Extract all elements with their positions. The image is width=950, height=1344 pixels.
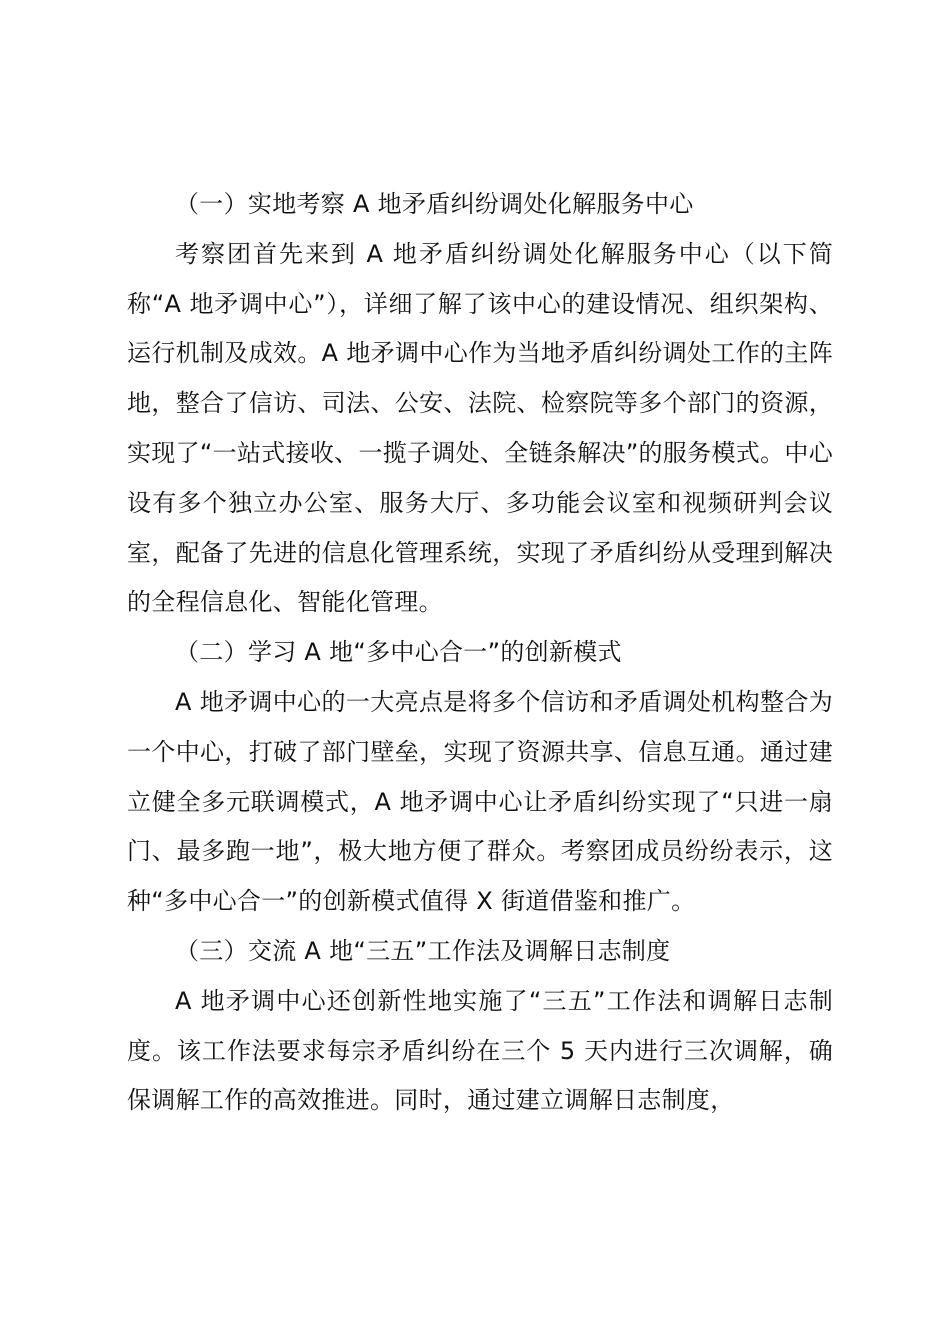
section-3-heading: （三）交流 A 地“三五”工作法及调解日志制度 xyxy=(175,936,671,965)
document-page xyxy=(127,180,833,1126)
section-3-body: A 地矛调中心还创新性地实施了“三五”工作法和调解日志制度。该工作法要求每宗矛盾纠纷在三个 5 天内进行三次调解，确保调解工作的高效推进。同时，通过建立调解日志制度， xyxy=(127,986,833,1115)
section-2-heading: （二）学习 A 地“多中心合一”的创新模式 xyxy=(175,638,622,667)
section-1-body: 考察团首先来到 A 地矛盾纠纷调处化解服务中心（以下简称“A 地矛调中心”），详细了解了该中心的建设情况、组织架构、运行机制及成效。A 地矛调中心作为当地矛盾纠纷调处工作的主阵地，整合了信访、司法、公安、法院、检察院等多个部门的资源，实现了“一站式接收、一揽子调处、全链条解决”的服务模式。中心设有多个独立办公室、服务大厅、多功能会议室和视频研判会议室，配备了先进的信息化管理系统，实现了矛盾纠纷从受理到解决的全程信息化、智能化管理。 xyxy=(127,239,833,617)
section-1-heading: （一）实地考察 A 地矛盾纠纷调处化解服务中心 xyxy=(175,190,694,218)
section-2-body: A 地矛调中心的一大亮点是将多个信访和矛盾调处机构整合为一个中心，打破了部门壁垒，实现了资源共享、信息互通。通过建立健全多元联调模式，A 地矛调中心让矛盾纠纷实现了“只进一扇门、最多跑一地”，极大地方便了群众。考察团成员纷纷表示，这种“多中心合一”的创新模式值得 X 街道借鉴和推广。 xyxy=(127,687,833,916)
